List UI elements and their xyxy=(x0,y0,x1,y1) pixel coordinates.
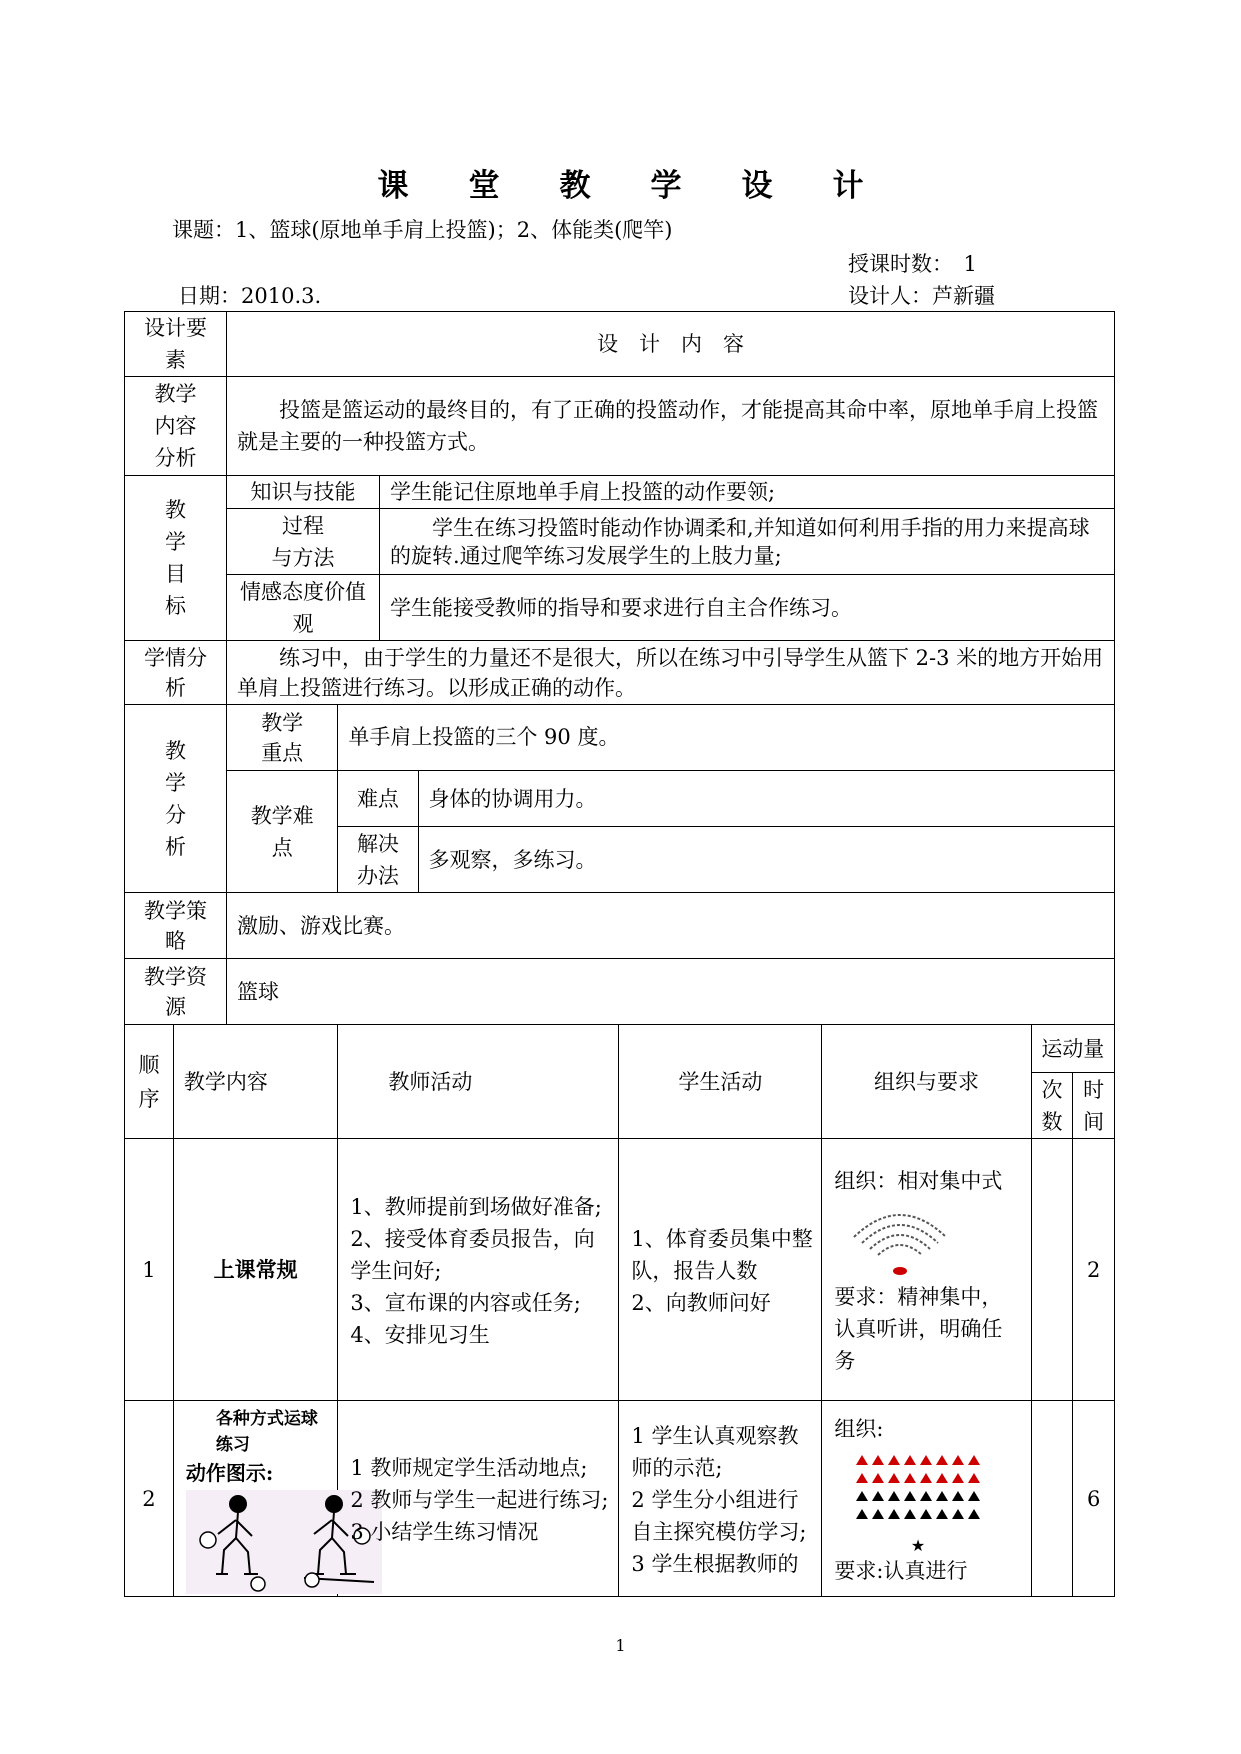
row1-student-item: 1、体育委员集中整队，报告人数 xyxy=(631,1226,813,1283)
student-analysis-text: 练习中，由于学生的力量还不是很大，所以在练习中引导学生从篮下 2-3 米的地方开始用单肩上投篮进行练习。以形成正确的动作。 xyxy=(227,641,1115,705)
student-triangle-icon xyxy=(856,1509,868,1519)
row2-content xyxy=(173,1401,337,1597)
difficulty-text: 身体的协调用力。 xyxy=(418,771,1114,827)
col-student-header: 学生活动 xyxy=(619,1025,822,1139)
student-triangle-icon xyxy=(856,1455,868,1465)
solution-sub-label: 解决办法 xyxy=(338,827,418,893)
student-triangle-icon xyxy=(904,1455,916,1465)
student-triangle-icon xyxy=(936,1509,948,1519)
student-triangle-icon xyxy=(936,1491,948,1501)
row1-student-item: 2、向教师问好 xyxy=(631,1290,771,1315)
resource-label: 教学资源 xyxy=(125,959,227,1025)
strategy-text: 激励、游戏比赛。 xyxy=(227,893,1115,959)
col-time-header: 时间 xyxy=(1073,1073,1115,1139)
student-triangle-icon xyxy=(968,1491,980,1501)
student-triangle-icon xyxy=(888,1509,900,1519)
row2-time: 6 xyxy=(1073,1401,1115,1597)
row1-teacher xyxy=(338,1139,619,1401)
student-triangle-icon xyxy=(904,1491,916,1501)
student-triangle-icon xyxy=(872,1491,884,1501)
title-char: 计 xyxy=(832,168,864,204)
title-char: 堂 xyxy=(468,168,500,204)
row1-org-top: 组织：相对集中式 xyxy=(834,1168,1003,1193)
page-number: 1 xyxy=(615,1636,626,1655)
student-triangle-icon xyxy=(888,1455,900,1465)
student-triangle-icon xyxy=(872,1473,884,1483)
difficulty-label: 教学难点 xyxy=(227,771,338,893)
student-triangle-icon xyxy=(920,1491,932,1501)
student-triangle-icon xyxy=(920,1509,932,1519)
goal-attitude-label: 情感态度价值观 xyxy=(227,575,380,641)
difficulty-sub-label: 难点 xyxy=(338,771,418,827)
student-triangle-icon xyxy=(888,1491,900,1501)
row2-student-item: 1 学生认真观察教师的示范; xyxy=(631,1423,799,1480)
student-triangle-icon xyxy=(936,1455,948,1465)
col-load-header: 运动量 xyxy=(1031,1025,1114,1073)
title-char: 设 xyxy=(741,168,773,204)
row2-no: 2 xyxy=(125,1401,174,1597)
title-char: 课 xyxy=(377,168,409,204)
row2-content-title: 各种方式运球练习 xyxy=(215,1408,318,1455)
date-line: 日期：2010.3. xyxy=(178,284,322,308)
student-triangle-icon xyxy=(968,1509,980,1519)
row2-org-bottom: 要求:认真进行 xyxy=(834,1558,968,1583)
teacher-position-marker xyxy=(893,1267,907,1275)
student-triangle-icon xyxy=(936,1473,948,1483)
semicircle-formation-diagram xyxy=(840,1199,960,1279)
goal-attitude-text: 学生能接受教师的指导和要求进行自主合作练习。 xyxy=(380,575,1115,641)
student-triangle-icon xyxy=(968,1455,980,1465)
strategy-label: 教学策略 xyxy=(125,893,227,959)
design-table xyxy=(124,311,1115,1597)
col-order-header: 顺序 xyxy=(125,1025,174,1139)
student-triangle-icon xyxy=(952,1455,964,1465)
student-triangle-icon xyxy=(904,1509,916,1519)
row2-student-item: 2 学生分小组进行自主探究模仿学习; xyxy=(631,1487,807,1544)
row2-org xyxy=(822,1401,1031,1597)
row2-org-top: 组织: xyxy=(834,1416,884,1441)
row1-org xyxy=(822,1139,1031,1401)
row2-teacher-item: 2 教师与学生一起进行练习; xyxy=(350,1487,609,1512)
designer-line: 设计人：芦新疆 xyxy=(848,284,995,308)
teacher-star-icon: ★ xyxy=(911,1535,926,1555)
row2-student xyxy=(619,1401,822,1597)
triangle-formation-diagram xyxy=(848,1447,988,1555)
student-triangle-icon xyxy=(952,1509,964,1519)
col-content-header: 教学内容 xyxy=(173,1025,337,1139)
row1-student xyxy=(619,1139,822,1401)
row1-org-bottom: 要求：精神集中，认真听讲，明确任务 xyxy=(834,1284,1003,1373)
table-row xyxy=(125,1139,1115,1401)
goal-process-text: 学生在练习投篮时能动作协调柔和,并知道如何利用手指的用力来提高球的旋转.通过爬竿练习发展学生的上肢力量; xyxy=(380,509,1115,575)
goal-knowledge-label: 知识与技能 xyxy=(227,476,380,509)
row1-teacher-item: 2、接受体育委员报告，向学生问好; xyxy=(350,1226,595,1283)
student-triangle-icon xyxy=(872,1455,884,1465)
student-triangle-icon xyxy=(888,1473,900,1483)
col-org-header: 组织与要求 xyxy=(822,1025,1031,1139)
row2-teacher-item: 1 教师规定学生活动地点; xyxy=(350,1455,588,1480)
student-triangle-icon xyxy=(968,1473,980,1483)
content-analysis-label: 教学内容分析 xyxy=(125,377,227,476)
key-point-text: 单手肩上投篮的三个 90 度。 xyxy=(338,705,1115,771)
goals-label: 教学目标 xyxy=(125,476,227,641)
student-triangle-icon xyxy=(952,1473,964,1483)
solution-text: 多观察，多练习。 xyxy=(418,827,1114,893)
goal-process-label-a: 过程 xyxy=(282,513,324,538)
row1-no: 1 xyxy=(125,1139,174,1401)
row1-teacher-item: 4、安排见习生 xyxy=(350,1322,490,1347)
hours-line: 授课时数： 1 xyxy=(848,252,977,276)
row1-times xyxy=(1031,1139,1073,1401)
row2-content-sub: 动作图示: xyxy=(185,1460,274,1485)
key-point-label: 教学重点 xyxy=(227,705,338,771)
student-analysis-label: 学情分析 xyxy=(125,641,227,705)
student-triangle-icon xyxy=(856,1473,868,1483)
page-title xyxy=(0,160,1241,205)
teaching-analysis-label: 教学分析 xyxy=(125,705,227,893)
student-triangle-icon xyxy=(856,1491,868,1501)
goal-knowledge-text: 学生能记住原地单手肩上投篮的动作要领; xyxy=(380,476,1115,509)
table-row xyxy=(125,1401,1115,1597)
row1-teacher-item: 3、宣布课的内容或任务; xyxy=(350,1290,581,1315)
student-triangle-icon xyxy=(920,1455,932,1465)
title-char: 学 xyxy=(650,168,682,204)
student-triangle-icon xyxy=(872,1509,884,1519)
title-char: 教 xyxy=(559,168,591,204)
goal-process-label xyxy=(227,509,380,575)
col-teacher-header: 教师活动 xyxy=(338,1025,619,1139)
row1-time: 2 xyxy=(1073,1139,1115,1401)
row2-teacher-item: 3 小结学生练习情况 xyxy=(350,1519,539,1544)
student-triangle-icon xyxy=(920,1473,932,1483)
row1-teacher-item: 1、教师提前到场做好准备; xyxy=(350,1194,602,1219)
content-analysis-text: 投篮是篮运动的最终目的，有了正确的投篮动作，才能提高其命中率，原地单手肩上投篮就是主要的一种投篮方式。 xyxy=(227,377,1115,476)
goal-process-label-b: 与方法 xyxy=(271,545,335,570)
row1-content: 上课常规 xyxy=(173,1139,337,1401)
row2-times xyxy=(1031,1401,1073,1597)
student-triangle-icon xyxy=(952,1491,964,1501)
student-triangle-icon xyxy=(904,1473,916,1483)
row2-student-item: 3 学生根据教师的 xyxy=(631,1551,799,1576)
design-content-header: 设 计 内 容 xyxy=(227,312,1115,377)
topic-line: 课题：1、篮球(原地单手肩上投篮)；2、体能类(爬竿) xyxy=(172,218,673,242)
col-times-header: 次数 xyxy=(1031,1073,1073,1139)
resource-text: 篮球 xyxy=(227,959,1115,1025)
design-elements-header: 设计要素 xyxy=(125,312,227,377)
